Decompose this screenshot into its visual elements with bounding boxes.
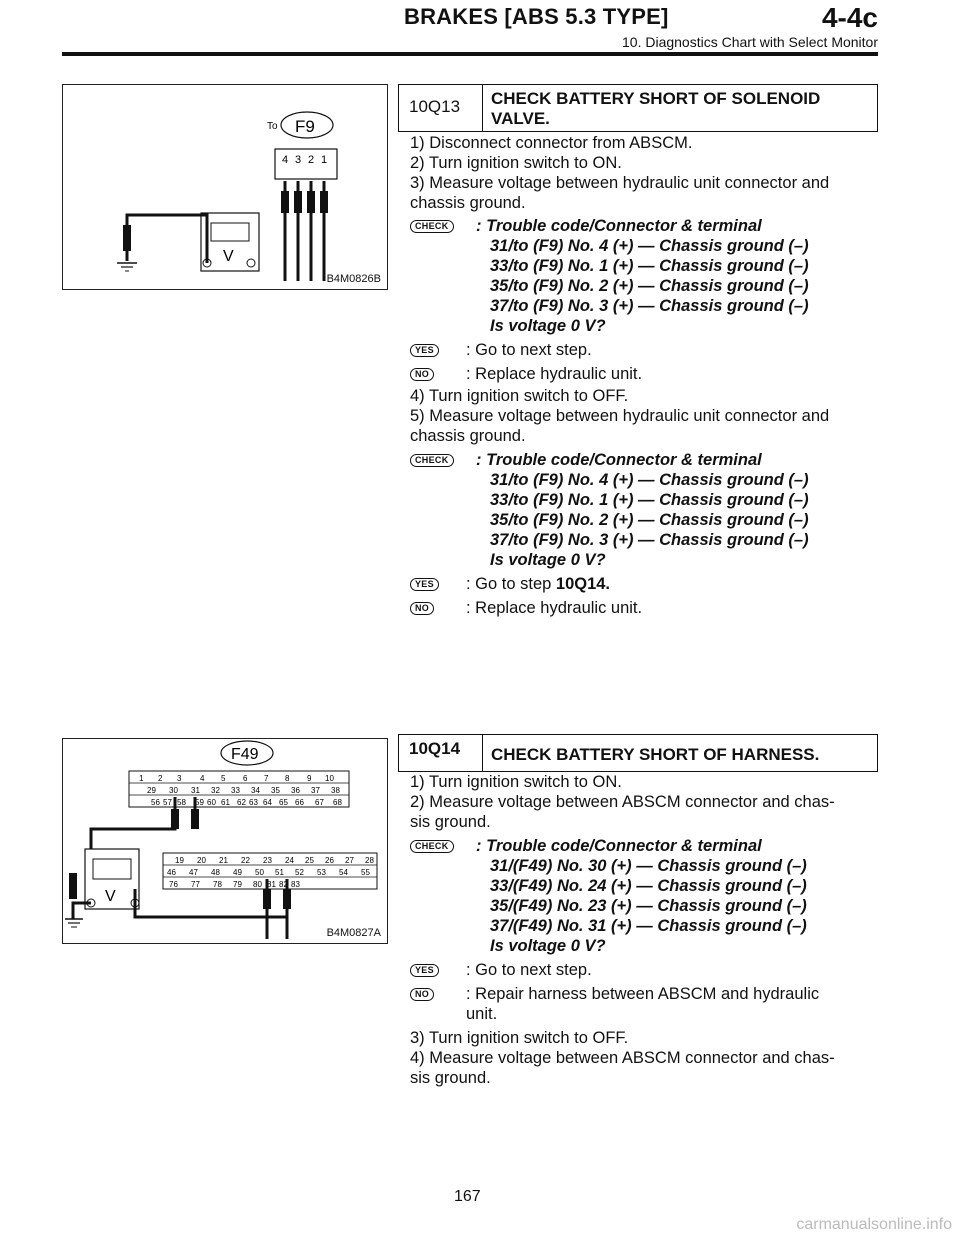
- check-badge: CHECK: [410, 454, 454, 467]
- to-label: To: [267, 121, 278, 132]
- check-badge: CHECK: [410, 220, 454, 233]
- svg-text:61: 61: [221, 798, 230, 807]
- svg-text:60: 60: [207, 798, 216, 807]
- no-badge: NO: [410, 602, 434, 615]
- check-line: 33/(F49) No. 24 (+) — Chassis ground (–): [490, 877, 807, 895]
- figure-id: B4M0827A: [326, 927, 381, 939]
- svg-text:46: 46: [167, 868, 176, 877]
- section-subtitle: 10. Diagnostics Chart with Select Monitor: [622, 34, 878, 50]
- f49-wiring-diagram: [63, 739, 387, 943]
- svg-text:37: 37: [311, 786, 320, 795]
- no-badge: NO: [410, 368, 434, 381]
- yes-badge: YES: [410, 578, 439, 591]
- svg-text:4: 4: [200, 774, 205, 783]
- instruction-text: sis ground.: [410, 813, 491, 831]
- svg-text:3: 3: [177, 774, 182, 783]
- svg-text:77: 77: [191, 880, 200, 889]
- svg-text:29: 29: [147, 786, 156, 795]
- pin-1: 1: [321, 154, 328, 166]
- yes-answer: [410, 340, 880, 360]
- yes-badge: YES: [410, 344, 439, 357]
- check-badge: CHECK: [410, 840, 454, 853]
- check-line: 37/to (F9) No. 3 (+) — Chassis ground (–): [490, 531, 809, 549]
- f9-wiring-diagram: [63, 85, 387, 289]
- answer-text: : Replace hydraulic unit.: [466, 365, 643, 383]
- check-line: 37/to (F9) No. 3 (+) — Chassis ground (–): [490, 297, 809, 315]
- svg-text:67: 67: [315, 798, 324, 807]
- answer-text: : Replace hydraulic unit.: [466, 599, 643, 617]
- instruction-text: 4) Turn ignition switch to OFF.: [410, 387, 629, 405]
- svg-text:35: 35: [271, 786, 280, 795]
- check-question: Is voltage 0 V?: [490, 551, 606, 569]
- pin-3: 3: [295, 154, 302, 166]
- figure-f49-connector: [62, 738, 388, 944]
- f49-label: F49: [231, 746, 259, 763]
- step-code: 10Q14: [399, 735, 483, 771]
- answer-prefix: : Go to step: [466, 575, 556, 593]
- svg-text:27: 27: [345, 856, 354, 865]
- svg-text:1: 1: [139, 774, 144, 783]
- svg-text:76: 76: [169, 880, 178, 889]
- svg-text:20: 20: [197, 856, 206, 865]
- instruction-text: 2) Turn ignition switch to ON.: [410, 154, 622, 172]
- figure-id: B4M0826B: [326, 273, 381, 285]
- no-badge: NO: [410, 988, 434, 1001]
- check-line: 35/(F49) No. 23 (+) — Chassis ground (–): [490, 897, 807, 915]
- svg-text:51: 51: [275, 868, 284, 877]
- svg-text:31: 31: [191, 786, 200, 795]
- svg-text:48: 48: [211, 868, 220, 877]
- svg-text:32: 32: [211, 786, 220, 795]
- check-line: : Trouble code/Connector & terminal: [476, 451, 762, 469]
- svg-text:6: 6: [243, 774, 248, 783]
- step-code: 10Q13: [399, 85, 483, 131]
- no-answer: [410, 984, 880, 1024]
- answer-text: : Repair harness between ABSCM and hydraulic: [466, 985, 820, 1003]
- svg-text:47: 47: [189, 868, 198, 877]
- svg-text:34: 34: [251, 786, 260, 795]
- yes-answer: [410, 574, 880, 594]
- svg-text:9: 9: [307, 774, 312, 783]
- instruction-text: 2) Measure voltage between ABSCM connector and chas-: [410, 793, 835, 811]
- answer-text: : Go to next step.: [466, 961, 592, 979]
- check-line: 33/to (F9) No. 1 (+) — Chassis ground (–): [490, 257, 809, 275]
- instruction-text: chassis ground.: [410, 194, 526, 212]
- svg-text:52: 52: [295, 868, 304, 877]
- svg-text:25: 25: [305, 856, 314, 865]
- f9-label: F9: [295, 117, 315, 136]
- step-link[interactable]: 10Q14.: [555, 575, 611, 593]
- step-title: CHECK BATTERY SHORT OF HARNESS.: [491, 745, 820, 764]
- no-answer: [410, 364, 880, 384]
- svg-text:19: 19: [175, 856, 184, 865]
- yes-badge: YES: [410, 964, 439, 977]
- check-question: Is voltage 0 V?: [490, 937, 606, 955]
- svg-text:5: 5: [221, 774, 226, 783]
- check-question: Is voltage 0 V?: [490, 317, 606, 335]
- check-line: : Trouble code/Connector & terminal: [476, 217, 762, 235]
- check-line: 31/to (F9) No. 4 (+) — Chassis ground (–): [490, 471, 809, 489]
- instruction-text: 5) Measure voltage between hydraulic unit connector and: [410, 407, 830, 425]
- svg-text:79: 79: [233, 880, 242, 889]
- step-10q14-header: [398, 734, 878, 772]
- svg-text:83: 83: [291, 880, 300, 889]
- section-code: 4-4c: [821, 2, 878, 33]
- svg-text:38: 38: [331, 786, 340, 795]
- figure-f9-connector: [62, 84, 388, 290]
- instruction-text: chassis ground.: [410, 427, 526, 445]
- svg-text:81: 81: [267, 880, 276, 889]
- svg-text:50: 50: [255, 868, 264, 877]
- svg-text:26: 26: [325, 856, 334, 865]
- instruction-text: sis ground.: [410, 1069, 491, 1087]
- svg-text:66: 66: [295, 798, 304, 807]
- svg-text:56: 56: [151, 798, 160, 807]
- answer-text: unit.: [466, 1005, 498, 1023]
- check-line: 35/to (F9) No. 2 (+) — Chassis ground (–): [490, 511, 809, 529]
- watermark: carmanualsonline.info: [796, 1216, 952, 1233]
- svg-text:28: 28: [365, 856, 374, 865]
- svg-text:24: 24: [285, 856, 294, 865]
- svg-text:30: 30: [169, 786, 178, 795]
- svg-text:68: 68: [333, 798, 342, 807]
- svg-text:55: 55: [361, 868, 370, 877]
- svg-text:78: 78: [213, 880, 222, 889]
- header-rule: [62, 52, 878, 56]
- svg-text:57: 57: [163, 798, 172, 807]
- svg-text:80: 80: [253, 880, 262, 889]
- svg-text:53: 53: [317, 868, 326, 877]
- svg-text:8: 8: [285, 774, 290, 783]
- step-title: CHECK BATTERY SHORT OF SOLENOID VALVE.: [491, 89, 821, 128]
- svg-text:82: 82: [279, 880, 288, 889]
- svg-text:7: 7: [264, 774, 269, 783]
- check-line: 31/(F49) No. 30 (+) — Chassis ground (–): [490, 857, 807, 875]
- svg-text:2: 2: [158, 774, 163, 783]
- instruction-text: 1) Turn ignition switch to ON.: [410, 773, 622, 791]
- svg-text:64: 64: [263, 798, 272, 807]
- check-line: : Trouble code/Connector & terminal: [476, 837, 762, 855]
- svg-text:65: 65: [279, 798, 288, 807]
- svg-text:59: 59: [195, 798, 204, 807]
- check-line: 31/to (F9) No. 4 (+) — Chassis ground (–): [490, 237, 809, 255]
- svg-text:63: 63: [249, 798, 258, 807]
- svg-text:36: 36: [291, 786, 300, 795]
- svg-text:V: V: [223, 248, 234, 265]
- check-block: [410, 216, 880, 335]
- instruction-text: 4) Measure voltage between ABSCM connector and chas-: [410, 1049, 835, 1067]
- instruction-text: 1) Disconnect connector from ABSCM.: [410, 134, 693, 152]
- no-answer: [410, 598, 880, 618]
- step-10q13-header: [398, 84, 878, 132]
- svg-text:V: V: [105, 888, 116, 905]
- check-line: 33/to (F9) No. 1 (+) — Chassis ground (–): [490, 491, 809, 509]
- svg-text:10: 10: [325, 774, 334, 783]
- svg-text:49: 49: [233, 868, 242, 877]
- check-line: 35/to (F9) No. 2 (+) — Chassis ground (–): [490, 277, 809, 295]
- svg-text:62: 62: [237, 798, 246, 807]
- svg-text:54: 54: [339, 868, 348, 877]
- page-title: BRAKES [ABS 5.3 TYPE]: [404, 4, 669, 29]
- answer-text: : Go to next step.: [466, 341, 592, 359]
- svg-text:33: 33: [231, 786, 240, 795]
- yes-answer: [410, 960, 880, 980]
- instruction-text: 3) Turn ignition switch to OFF.: [410, 1029, 629, 1047]
- check-block: [410, 836, 880, 955]
- instruction-text: 3) Measure voltage between hydraulic unit connector and: [410, 174, 830, 192]
- svg-text:58: 58: [177, 798, 186, 807]
- pin-2: 2: [308, 154, 315, 166]
- pin-4: 4: [282, 154, 289, 166]
- svg-text:21: 21: [219, 856, 228, 865]
- check-line: 37/(F49) No. 31 (+) — Chassis ground (–): [490, 917, 807, 935]
- svg-text:22: 22: [241, 856, 250, 865]
- svg-text:23: 23: [263, 856, 272, 865]
- page-number: 167: [454, 1188, 481, 1205]
- check-block: [410, 450, 880, 569]
- answer-text: [466, 574, 610, 594]
